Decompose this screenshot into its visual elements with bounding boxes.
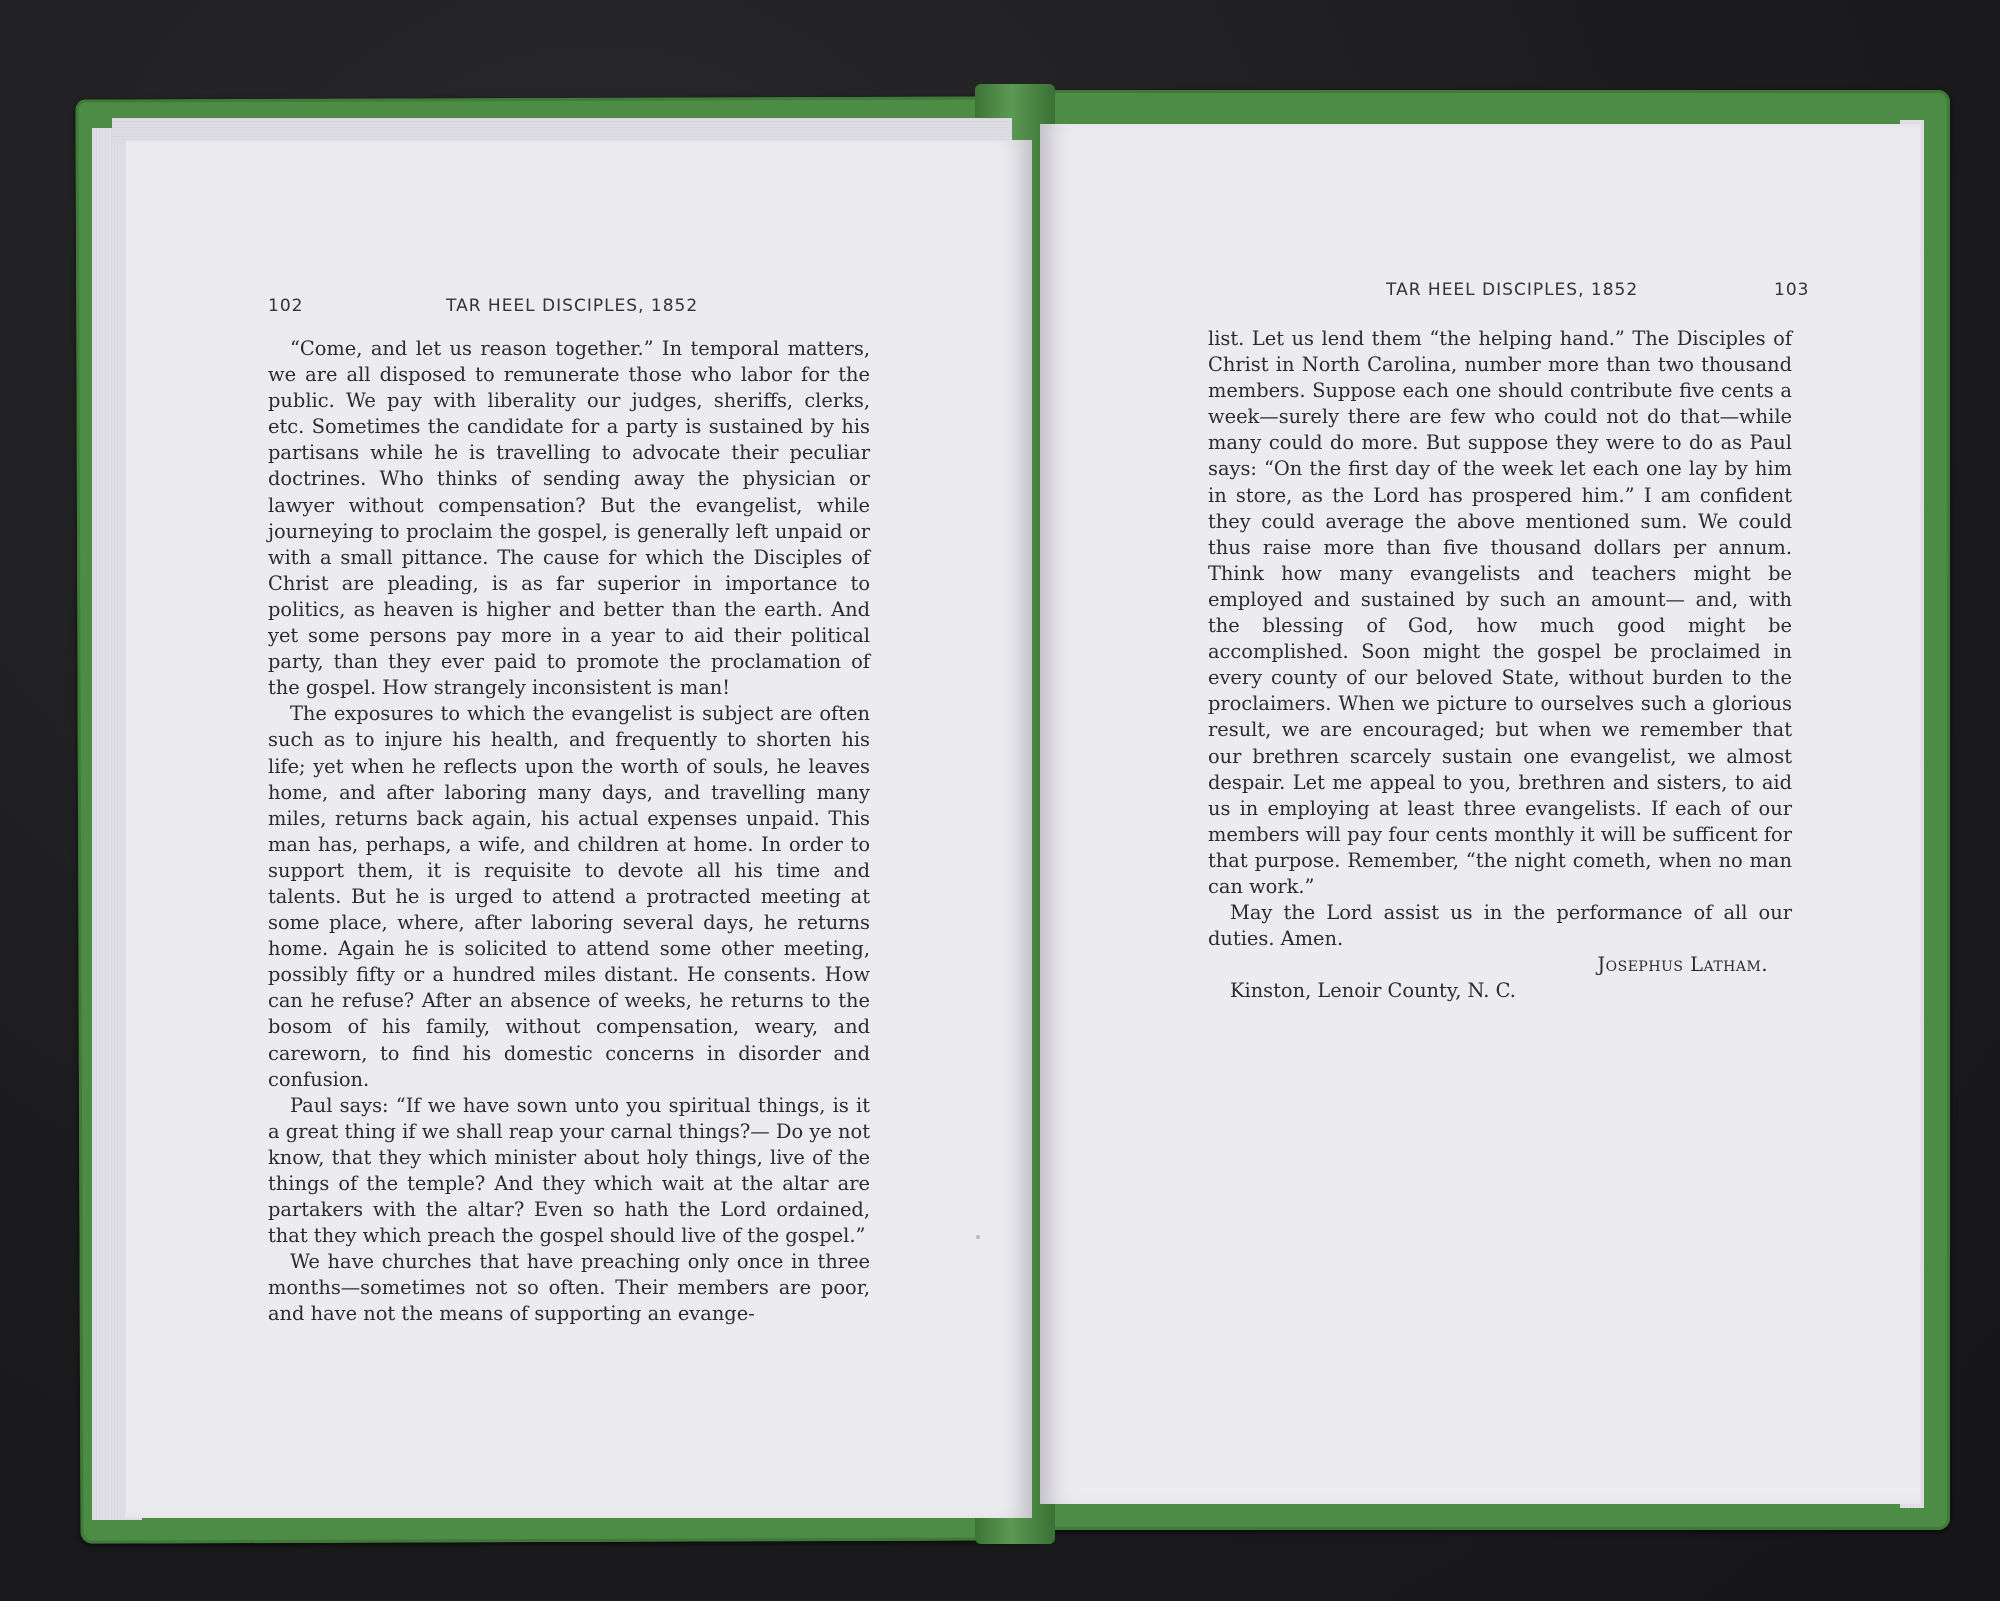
left-page <box>126 140 1032 1518</box>
page-number-left: 102 <box>268 296 304 316</box>
page-number-right: 103 <box>1774 280 1810 300</box>
author-signature: Josephus Latham. <box>1597 953 1768 977</box>
dateline-place: Kinston, Lenoir County, N. C. <box>1230 979 1516 1003</box>
paragraph: The exposures to which the evangelist is subject are often such as to injure his health, and frequently to shorten his life; yet when he reflects upon the worth of souls, he leaves home, and after laboring many days, and travelling many miles, returns back again, his actual expenses unpaid. This man has, perhaps, a wife, and children at home. In order to support them, it is requisite to devote all his time and talents. But he is urged to attend a protracted meeting at some place, where, after laboring several days, he returns home. Again he is solicited to attend some other meeting, possibly fifty or a hundred miles distant. He consents. How can he refuse? After an absence of weeks, he returns to the bosom of his family, without compensation, weary, and careworn, to find his domestic concerns in disorder and confusion. <box>268 702 870 1091</box>
running-head-right: TAR HEEL DISCIPLES, 1852 <box>1386 280 1639 300</box>
right-page <box>1040 124 1920 1504</box>
paragraph: “Come, and let us reason together.” In temporal matters, we are all disposed to remunerate those who labor for the public. We pay with liberality our judges, sheriffs, clerks, etc. Sometimes the candidate for a party is sustained by his partisans while he is travelling to advocate their peculiar doctrines. Who thinks of sending away the physician or lawyer without compensation? But the evangelist, while journeying to proclaim the gospel, is generally left unpaid or with a small pittance. The cause for which the Disciples of Christ are pleading, is as far superior in importance to politics, as heaven is higher and better than the earth. And yet some persons pay more in a year to aid their political party, than they ever paid to promote the proclamation of the gospel. How strangely inconsistent is man! <box>268 337 870 700</box>
paragraph: We have churches that have preaching only once in three months—sometimes not so often. Their members are poor, and have not the means of supporting an evange- <box>268 1250 870 1326</box>
paragraph: May the Lord assist us in the performance of all our duties. Amen. <box>1208 901 1792 951</box>
paragraph: list. Let us lend them “the helping hand.” The Disciples of Christ in North Carolina, number more than two thousand members. Suppose each one should contribute five cents a week—surely there are few who could not do that—while many could do more. But suppose they were to do as Paul says: “On the first day of the week let each one lay by him in store, as the Lord has prospered him.” I am confident they could average the above mentioned sum. We could thus raise more than five thousand dollars per annum. Think how many evangelists and teachers might be employed and sustained by such an amount— and, with the blessing of God, how much good might be accomplished. Soon might the gospel be proclaimed in every county of our beloved State, without burden to the proclaimers. When we picture to ourselves such a glorious result, we are encouraged; but when we remember that our brethren scarcely sustain one evangelist, we almost despair. Let me appeal to you, brethren and sisters, to aid us in employing at least three evangelists. If each of our members will pay four cents monthly it will be sufficent for that purpose. Remember, “the night cometh, when no man can work.” <box>1208 327 1792 898</box>
right-page-body <box>1208 326 1792 1004</box>
paragraph: Paul says: “If we have sown unto you spiritual things, is it a great thing if we shall reap your carnal things?— Do ye not know, that they which minister about holy things, live of the things of the temple? And they which wait at the altar are partakers with the altar? Even so hath the Lord ordained, that they which preach the gospel should live of the gospel.” <box>268 1093 870 1248</box>
running-head-left: TAR HEEL DISCIPLES, 1852 <box>446 296 699 316</box>
paper-speck <box>976 1235 980 1239</box>
left-page-body <box>268 336 870 1328</box>
